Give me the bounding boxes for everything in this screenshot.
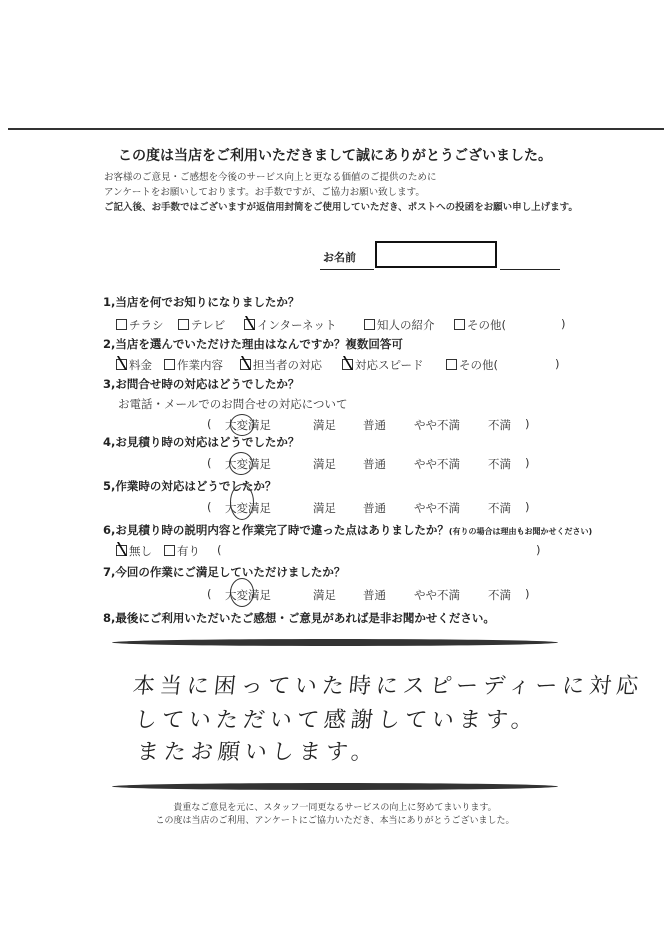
checked-checkbox-icon	[116, 359, 127, 370]
scale-satisfied[interactable]: 満足	[313, 457, 336, 471]
option-label: インターネット	[257, 318, 337, 332]
scale-satisfied[interactable]: 満足	[313, 501, 336, 515]
option-label: その他(	[459, 358, 498, 372]
checkbox-icon	[116, 319, 127, 330]
option-label: 有り	[177, 544, 200, 558]
scale-neutral[interactable]: 普通	[363, 588, 386, 602]
option-label: 知人の紹介	[377, 318, 435, 332]
option-label: その他(	[467, 318, 506, 332]
name-underline-right	[500, 269, 560, 270]
q2-option-staff[interactable]	[240, 357, 322, 373]
scale-open: (	[207, 456, 212, 470]
question-6-label: 6,お見積り時の説明内容と作業完了時で違った点はありましたか？	[103, 523, 449, 537]
scale-very-satisfied[interactable]: 大変満足	[225, 457, 271, 471]
q2-option-speed[interactable]	[342, 357, 424, 373]
scale-somewhat-dissatisfied[interactable]: やや不満	[414, 457, 460, 471]
q1-option-leaflet[interactable]	[116, 317, 164, 333]
option-label: 作業内容	[177, 358, 223, 372]
scale-open: (	[207, 587, 212, 601]
scale-somewhat-dissatisfied[interactable]: やや不満	[414, 418, 460, 432]
intro-line-2: アンケートをお願いしております。お手数ですが、ご協力お願い致します。	[104, 187, 425, 198]
checked-checkbox-icon	[116, 545, 127, 556]
name-field[interactable]	[375, 241, 497, 268]
name-underline-left	[320, 269, 374, 270]
comment-line-2: していただいて感謝しています。	[133, 708, 540, 733]
checkbox-icon	[454, 319, 465, 330]
comment-bottom-band	[112, 783, 558, 790]
q1-other-close: )	[561, 317, 566, 331]
comment-line-3: またお願いします。	[135, 740, 380, 765]
q2-other-close: )	[555, 357, 560, 371]
intro-line-3: ご記入後、お手数ではございますが返信用封筒をご使用していただき、ポストへの投函をお願い申し上げます。	[104, 202, 578, 213]
option-label: 無し	[129, 544, 152, 558]
checkbox-icon	[164, 359, 175, 370]
scale-dissatisfied[interactable]: 不満	[488, 418, 511, 432]
scale-close: )	[525, 500, 530, 514]
page-title: この度は当店をご利用いただきまして誠にありがとうございました。	[118, 148, 552, 164]
question-1: 1,当店を何でお知りになりましたか？	[103, 295, 300, 309]
scale-neutral[interactable]: 普通	[363, 457, 386, 471]
q6-option-yes[interactable]	[164, 543, 200, 559]
scale-very-satisfied[interactable]: 大変満足	[225, 418, 271, 432]
q6-reason-close: )	[536, 543, 541, 557]
option-label: 担当者の対応	[253, 358, 322, 372]
question-4: 4,お見積り時の対応はどうでしたか？	[103, 435, 300, 449]
question-2: 2,当店を選んでいただけた理由はなんですか？複数回答可	[103, 337, 403, 351]
q1-option-friend[interactable]	[364, 317, 435, 333]
scale-close: )	[525, 417, 530, 431]
checkbox-icon	[164, 545, 175, 556]
question-5: 5,作業時の対応はどうでしたか？	[103, 479, 277, 493]
q2-option-other[interactable]	[446, 357, 498, 373]
scale-close: )	[525, 456, 530, 470]
scale-very-satisfied[interactable]: 大変満足	[225, 588, 271, 602]
question-7: 7,今回の作業にご満足していただけましたか？	[103, 565, 346, 579]
checked-checkbox-icon	[240, 359, 251, 370]
question-3: 3,お問合せ時の対応はどうでしたか？	[103, 377, 300, 391]
footer-line-2: この度は当店のご利用、アンケートにご協力いただき、本当にありがとうございました。	[155, 816, 515, 826]
checked-checkbox-icon	[342, 359, 353, 370]
scale-somewhat-dissatisfied[interactable]: やや不満	[414, 588, 460, 602]
option-label: チラシ	[129, 318, 164, 332]
q1-option-internet[interactable]	[244, 317, 336, 333]
checked-checkbox-icon	[244, 319, 255, 330]
scale-neutral[interactable]: 普通	[363, 418, 386, 432]
name-label: お名前	[323, 251, 356, 264]
scale-open: (	[207, 417, 212, 431]
footer-line-1: 貴重なご意見を元に、スタッフ一同更なるサービスの向上に努めてまいります。	[173, 803, 497, 813]
scale-satisfied[interactable]: 満足	[313, 418, 336, 432]
scale-satisfied[interactable]: 満足	[313, 588, 336, 602]
scale-neutral[interactable]: 普通	[363, 501, 386, 515]
q6-option-none[interactable]	[116, 543, 152, 559]
checkbox-icon	[364, 319, 375, 330]
scale-close: )	[525, 587, 530, 601]
checkbox-icon	[178, 319, 189, 330]
q1-option-other[interactable]	[454, 317, 506, 333]
scale-dissatisfied[interactable]: 不満	[488, 588, 511, 602]
q2-option-work[interactable]	[164, 357, 223, 373]
option-label: テレビ	[191, 318, 226, 332]
comment-top-band	[112, 639, 558, 646]
question-3-sub: お電話・メールでのお問合せの対応について	[118, 397, 348, 411]
question-6-note: (有りの場合は理由もお聞かせください)	[448, 527, 593, 536]
scale-somewhat-dissatisfied[interactable]: やや不満	[414, 501, 460, 515]
checkbox-icon	[446, 359, 457, 370]
q6-reason-open: (	[217, 543, 222, 557]
option-label: 料金	[129, 358, 152, 372]
question-6	[103, 522, 592, 538]
scale-dissatisfied[interactable]: 不満	[488, 457, 511, 471]
scale-dissatisfied[interactable]: 不満	[488, 501, 511, 515]
question-8: 8,最後にご利用いただいたご感想・ご意見があれば是非お聞かせください。	[103, 611, 495, 625]
scale-very-satisfied[interactable]: 大変満足	[225, 501, 271, 515]
q1-option-tv[interactable]	[178, 317, 225, 333]
q2-option-price[interactable]	[116, 357, 152, 373]
top-divider	[8, 128, 664, 130]
option-label: 対応スピード	[355, 358, 424, 372]
intro-line-1: お客様のご意見・ご感想を今後のサービス向上と更なる価値のご提供のために	[104, 172, 437, 183]
comment-line-1: 本当に困っていた時にスピーディーに対応	[131, 674, 645, 699]
scale-open: (	[207, 500, 212, 514]
